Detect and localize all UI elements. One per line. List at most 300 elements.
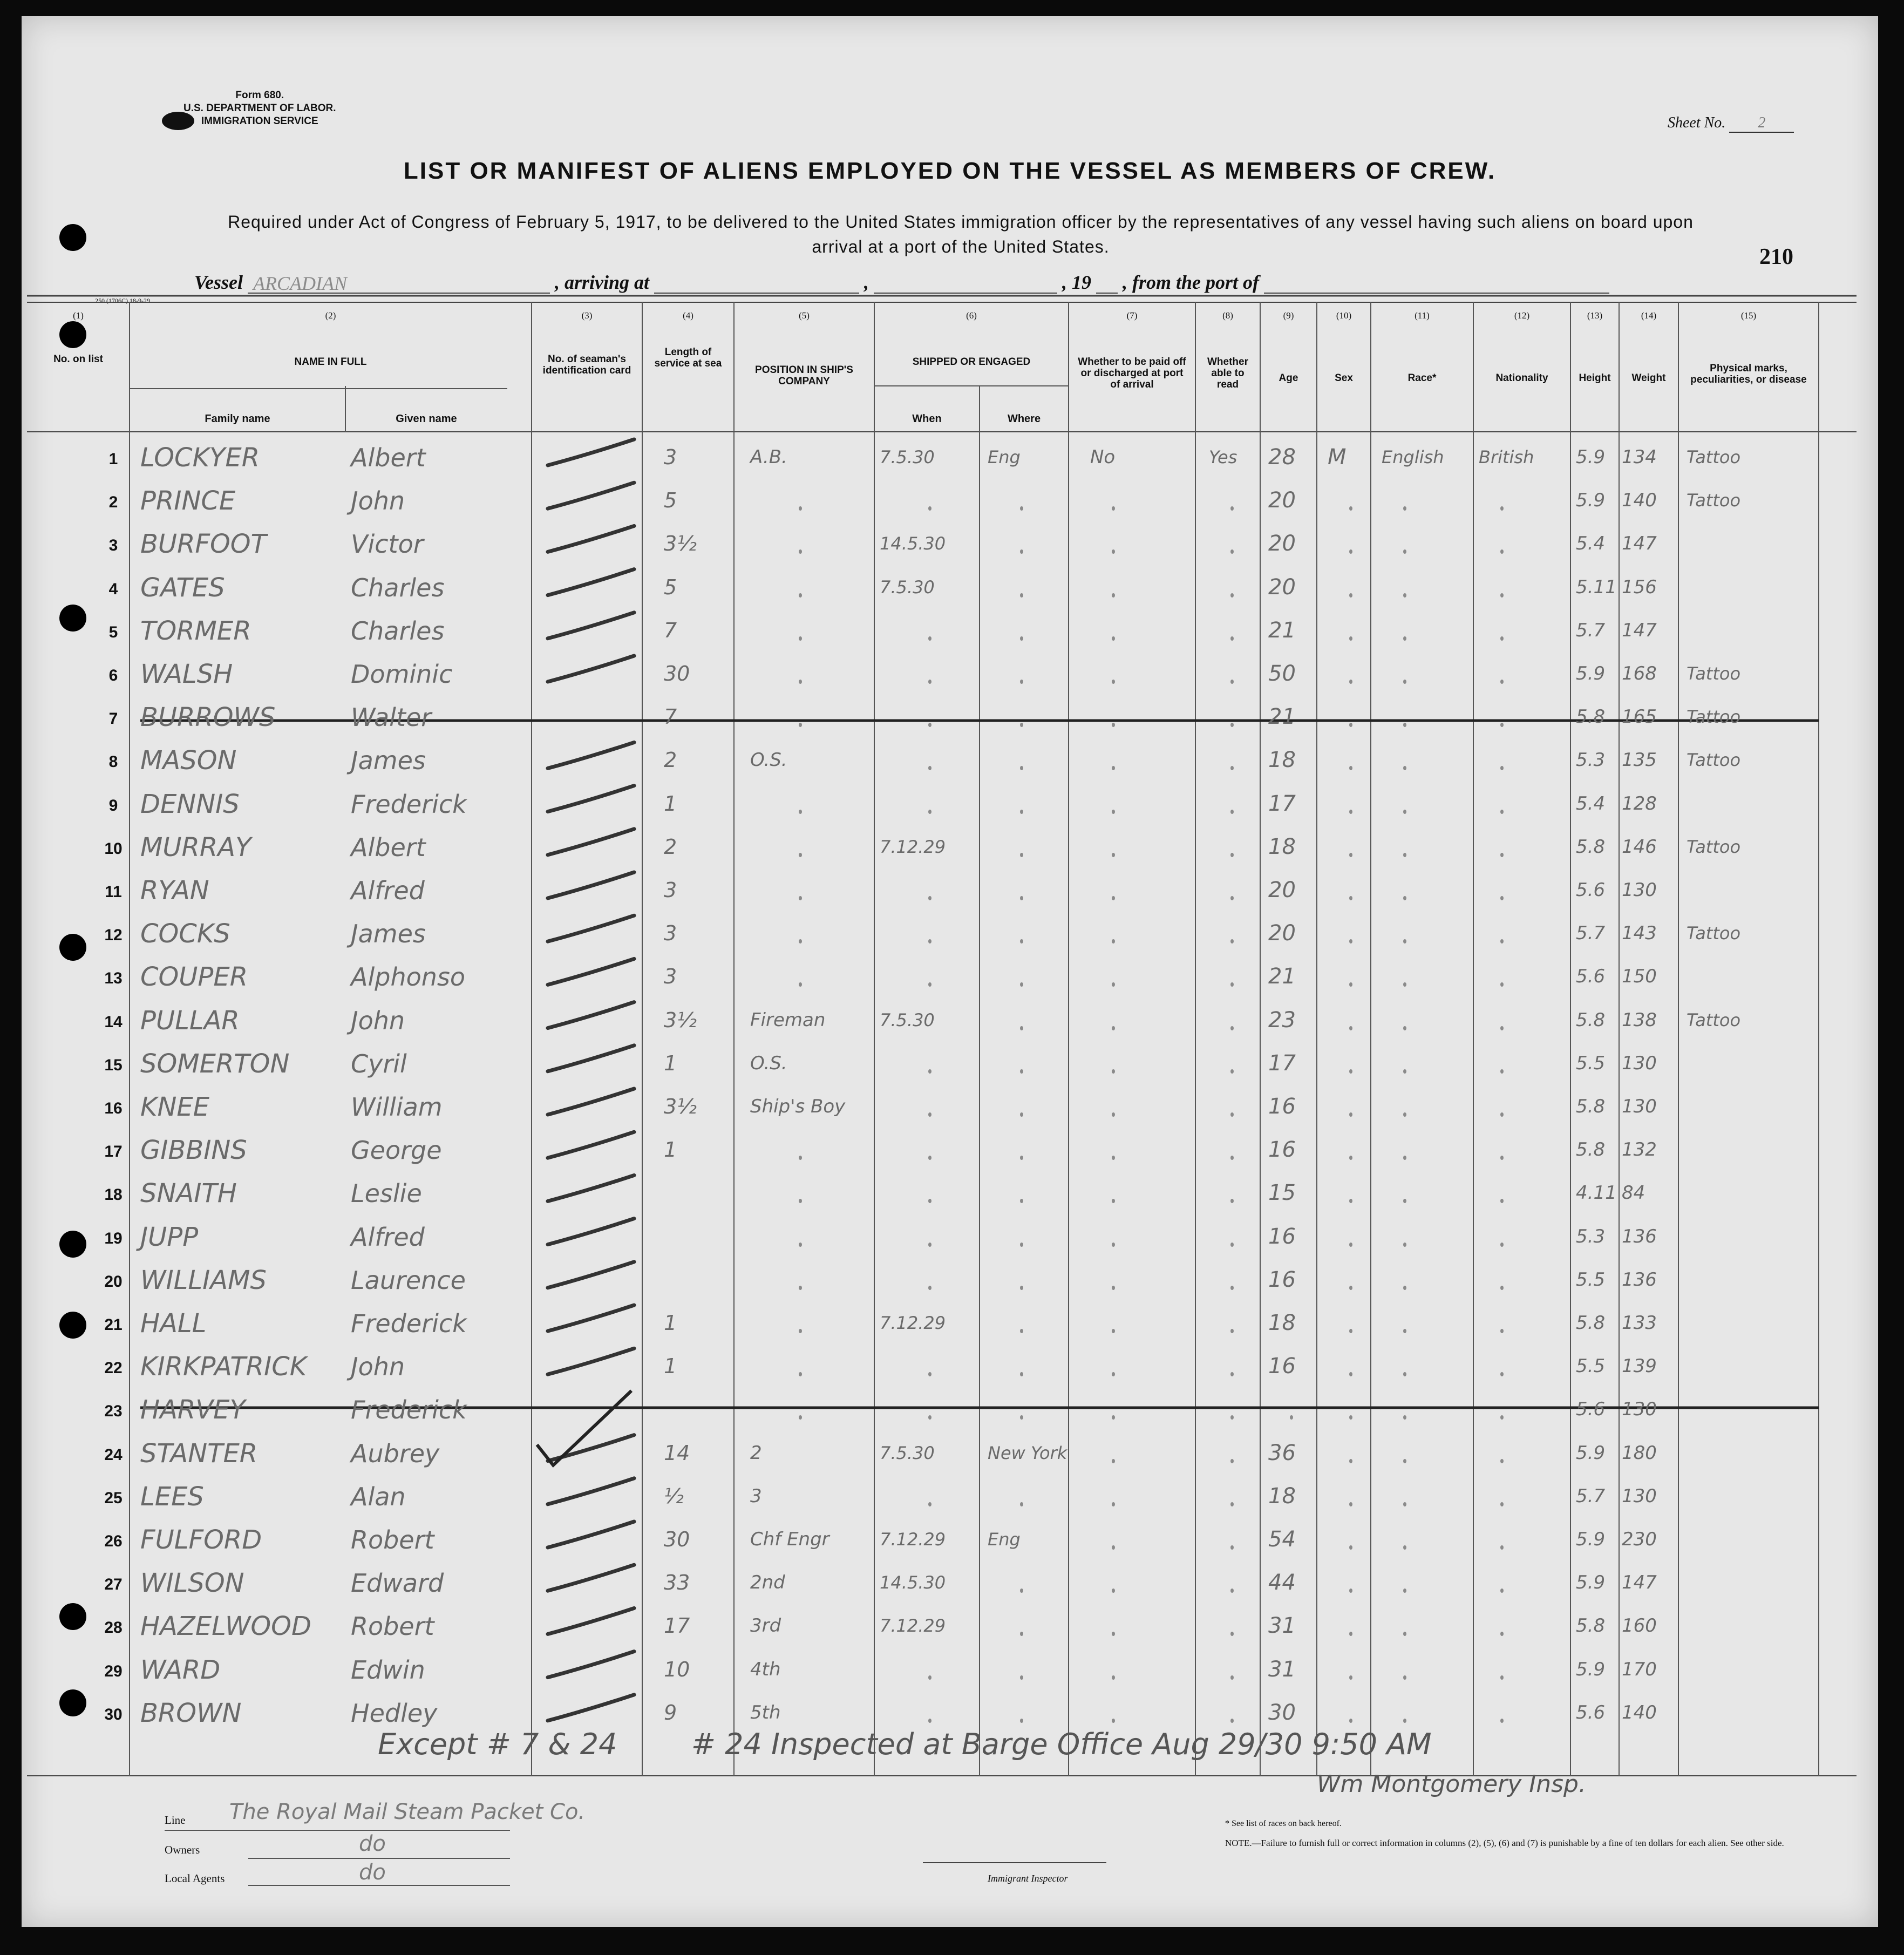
cell-weight: 156 xyxy=(1622,576,1657,598)
ditto-mark xyxy=(1230,593,1234,598)
ditto-mark xyxy=(1020,1112,1023,1117)
footer-line xyxy=(165,1800,586,1827)
cell-service: 3 xyxy=(664,921,677,946)
department-name: U.S. DEPARTMENT OF LABOR. xyxy=(183,103,336,114)
cell-marks: Tattoo xyxy=(1687,707,1741,728)
cell-service: 2 xyxy=(664,834,677,859)
ditto-mark xyxy=(928,810,931,814)
cell-family: SOMERTON xyxy=(140,1048,290,1079)
cell-service: 5 xyxy=(664,575,677,599)
row-number: 15 xyxy=(104,1056,123,1074)
cell-family: GIBBINS xyxy=(140,1135,247,1166)
ditto-mark xyxy=(1020,680,1023,684)
cell-given: John xyxy=(351,1352,405,1382)
cell-when: 7.5.30 xyxy=(880,1442,935,1463)
vessel-name: ARCADIAN xyxy=(253,273,347,294)
ditto-mark xyxy=(1403,853,1406,857)
cell-given: Dominic xyxy=(351,660,453,689)
ditto-mark xyxy=(1349,1026,1352,1030)
ditto-mark xyxy=(1230,1329,1234,1333)
cell-weight: 136 xyxy=(1622,1225,1657,1247)
cell-marks: Tattoo xyxy=(1687,750,1741,771)
column-header: Age xyxy=(1279,372,1298,384)
cell-weight: 134 xyxy=(1622,446,1657,468)
cell-height: 5.5 xyxy=(1576,1268,1606,1291)
ditto-mark xyxy=(1230,896,1234,900)
cell-height: 5.8 xyxy=(1576,706,1606,728)
ditto-mark xyxy=(1112,1069,1115,1074)
cell-where: New York xyxy=(988,1442,1067,1463)
ditto-mark xyxy=(1230,1026,1234,1030)
cell-service: 3 xyxy=(664,878,677,902)
ditto-mark xyxy=(1403,1286,1406,1290)
cell-age: 23 xyxy=(1268,1007,1296,1033)
cell-age: 28 xyxy=(1268,445,1296,470)
cell-age: 20 xyxy=(1268,921,1296,946)
column-header: Length of service at sea xyxy=(654,347,722,369)
cell-height: 4.11 xyxy=(1576,1182,1617,1204)
cell-nat: British xyxy=(1479,447,1534,467)
ditto-mark xyxy=(1230,1459,1234,1463)
arriving-label: , arriving at xyxy=(555,271,650,293)
ditto-mark xyxy=(1112,636,1115,641)
cell-service: 14 xyxy=(664,1441,690,1465)
cell-weight: 146 xyxy=(1622,836,1657,858)
ditto-mark xyxy=(1349,593,1352,598)
card-check-mark xyxy=(548,1046,634,1071)
cell-height: 5.8 xyxy=(1576,1009,1606,1031)
ditto-mark xyxy=(799,1286,802,1290)
row-number: 29 xyxy=(104,1662,123,1680)
ditto-mark xyxy=(1500,1112,1504,1117)
row-number: 11 xyxy=(105,883,122,901)
row-number: 5 xyxy=(108,623,118,641)
cell-family: COCKS xyxy=(140,919,230,949)
cell-age: 31 xyxy=(1268,1657,1296,1682)
ditto-mark xyxy=(1112,1459,1115,1463)
footer-owners xyxy=(165,1831,386,1857)
cell-service: 2 xyxy=(664,748,677,772)
cell-height: 5.8 xyxy=(1576,1139,1606,1161)
cell-height: 5.7 xyxy=(1576,1485,1606,1507)
cell-family: HAZELWOOD xyxy=(140,1611,311,1642)
ditto-mark xyxy=(1020,1329,1023,1333)
cell-height: 5.6 xyxy=(1576,879,1606,901)
ditto-mark xyxy=(1403,1329,1406,1333)
cell-age: 21 xyxy=(1268,617,1296,643)
cell-given: Albert xyxy=(351,832,426,862)
ditto-mark xyxy=(1403,1026,1406,1030)
ditto-mark xyxy=(1500,1286,1504,1290)
cell-height: 5.3 xyxy=(1576,749,1606,771)
check-marks xyxy=(537,439,634,1721)
cell-weight: 130 xyxy=(1622,1399,1657,1421)
column-number: (6) xyxy=(966,310,977,321)
cell-given: Alfred xyxy=(351,1222,425,1252)
cell-family: RYAN xyxy=(140,875,209,906)
cell-service: 1 xyxy=(664,1311,677,1335)
cell-service: 9 xyxy=(664,1700,677,1725)
cell-given: Edward xyxy=(351,1569,444,1598)
card-check-mark xyxy=(548,1348,634,1374)
cell-age: 16 xyxy=(1268,1267,1296,1292)
ditto-mark xyxy=(1112,1243,1115,1247)
ditto-mark xyxy=(1403,1243,1406,1247)
ditto-mark xyxy=(1349,896,1352,900)
ditto-mark xyxy=(1403,810,1406,814)
ditto-mark xyxy=(1403,1502,1406,1506)
ditto-mark xyxy=(928,1243,931,1247)
row-number: 12 xyxy=(104,926,123,945)
row-number: 17 xyxy=(104,1143,123,1161)
cell-when: 7.12.29 xyxy=(880,836,946,857)
ditto-mark xyxy=(1020,1026,1023,1030)
inspection-annotation xyxy=(378,1727,1432,1761)
ditto-mark xyxy=(1403,636,1406,641)
cell-height: 5.7 xyxy=(1576,922,1606,945)
page-number: 210 xyxy=(1759,245,1793,269)
card-check-mark xyxy=(548,786,634,812)
cell-age: 20 xyxy=(1268,574,1296,600)
row-number: 10 xyxy=(104,839,123,858)
ditto-mark xyxy=(1020,1719,1023,1723)
cell-given: Frederick xyxy=(351,1309,467,1338)
ditto-mark xyxy=(1349,1243,1352,1247)
row-number: 24 xyxy=(104,1445,123,1464)
ditto-mark xyxy=(1230,853,1234,857)
ditto-mark xyxy=(799,636,802,641)
cell-height: 5.8 xyxy=(1576,836,1606,858)
inspector-rule xyxy=(923,1862,1106,1863)
ditto-mark xyxy=(1403,1112,1406,1117)
cell-position: O.S. xyxy=(750,1052,787,1074)
cell-service: 5 xyxy=(664,488,677,513)
cell-when: 7.12.29 xyxy=(880,1313,946,1333)
cell-height: 5.7 xyxy=(1576,619,1606,641)
ditto-mark xyxy=(1500,593,1504,598)
cell-given: Aubrey xyxy=(351,1438,440,1468)
column-header: No. of seaman's identification card xyxy=(542,354,631,376)
cell-service: 3 xyxy=(664,445,677,469)
cell-service: 30 xyxy=(664,1528,690,1551)
row-number: 6 xyxy=(108,667,118,684)
card-check-mark xyxy=(548,656,634,682)
cell-when: 7.5.30 xyxy=(880,576,935,598)
row-number: 28 xyxy=(104,1619,123,1637)
ditto-mark xyxy=(1500,1502,1504,1506)
card-check-mark xyxy=(548,569,634,595)
cell-weight: 143 xyxy=(1622,922,1657,945)
cell-weight: 147 xyxy=(1622,533,1657,555)
row-number: 27 xyxy=(104,1576,123,1594)
cell-given: Frederick xyxy=(351,1395,467,1425)
ditto-mark xyxy=(799,853,802,857)
ditto-mark xyxy=(1500,1069,1504,1074)
column-number: (8) xyxy=(1222,310,1233,321)
cell-sex: M xyxy=(1328,445,1347,470)
form-code: 250 (1706C) 18-9-29 xyxy=(95,297,150,304)
card-check-mark xyxy=(548,1652,634,1678)
owners-rule xyxy=(248,1858,510,1859)
cell-age: 16 xyxy=(1268,1094,1296,1119)
ditto-mark xyxy=(928,896,931,900)
ditto-mark xyxy=(799,680,802,684)
cell-family: GATES xyxy=(140,572,225,603)
column-header: POSITION IN SHIP'S COMPANY xyxy=(755,364,853,387)
column-number: (11) xyxy=(1415,310,1430,321)
cell-age: 17 xyxy=(1268,791,1296,816)
cell-family: COUPER xyxy=(140,962,248,993)
cell-position: 4th xyxy=(750,1658,781,1680)
cell-age: 15 xyxy=(1268,1180,1296,1206)
cell-height: 5.6 xyxy=(1576,1399,1606,1421)
line-label: Line xyxy=(165,1814,186,1827)
cell-service: 1 xyxy=(664,791,677,816)
cell-position: 5th xyxy=(750,1701,781,1723)
cell-given: Laurence xyxy=(351,1265,466,1295)
ditto-mark xyxy=(928,1502,931,1506)
ditto-mark xyxy=(1500,1026,1504,1030)
ditto-mark xyxy=(1230,1502,1234,1506)
ditto-mark xyxy=(928,1675,931,1680)
cell-marks: Tattoo xyxy=(1687,490,1741,511)
cell-service: 10 xyxy=(664,1657,690,1681)
cell-when: 7.12.29 xyxy=(880,1615,946,1637)
tick-icon xyxy=(537,1391,631,1465)
card-check-mark xyxy=(548,1608,634,1634)
ditto-mark xyxy=(1230,810,1234,814)
ditto-mark xyxy=(1112,1026,1115,1030)
cell-service: 1 xyxy=(664,1051,677,1075)
card-check-mark xyxy=(548,1695,634,1721)
ditto-mark xyxy=(1500,636,1504,641)
footer-agents xyxy=(165,1860,386,1885)
ditto-mark xyxy=(1020,1675,1023,1680)
cell-family: PULLAR xyxy=(140,1005,240,1036)
cell-height: 5.6 xyxy=(1576,966,1606,988)
ditto-mark xyxy=(1230,1675,1234,1680)
column-header: Height xyxy=(1579,372,1611,384)
cell-family: MASON xyxy=(140,745,237,776)
cell-family: DENNIS xyxy=(140,789,240,819)
cell-marks: Tattoo xyxy=(1687,447,1741,467)
cell-family: FULFORD xyxy=(140,1525,262,1555)
cell-weight: 230 xyxy=(1622,1529,1657,1550)
ditto-mark xyxy=(1112,593,1115,598)
year-label: , 19 xyxy=(1062,271,1092,293)
ditto-mark xyxy=(1349,1112,1352,1117)
line-rule xyxy=(165,1830,510,1831)
card-check-mark xyxy=(548,1175,634,1201)
ditto-mark xyxy=(1230,1719,1234,1723)
row-number: 3 xyxy=(108,537,118,555)
ditto-mark xyxy=(1230,636,1234,641)
column-header: Race* xyxy=(1407,372,1437,384)
races-note: * See list of races on back hereof. xyxy=(1225,1819,1342,1828)
cell-height: 5.5 xyxy=(1576,1355,1606,1377)
cell-marks: Tattoo xyxy=(1687,663,1741,684)
cell-service: 1 xyxy=(664,1138,677,1162)
cell-given: Alfred xyxy=(351,876,425,905)
ditto-mark xyxy=(1020,1243,1023,1247)
ditto-mark xyxy=(1500,1459,1504,1463)
row-number: 2 xyxy=(108,493,118,512)
ditto-mark xyxy=(1349,1502,1352,1506)
column-header: Sex xyxy=(1335,372,1353,384)
ditto-mark xyxy=(1349,1719,1352,1723)
cell-service: 3½ xyxy=(664,1095,697,1118)
cell-age: 21 xyxy=(1268,704,1296,730)
cell-age: 18 xyxy=(1268,1311,1296,1335)
cell-age: 44 xyxy=(1268,1570,1296,1596)
cell-weight: 130 xyxy=(1622,1052,1657,1074)
cell-when: 7.12.29 xyxy=(880,1529,946,1550)
cell-where: Eng xyxy=(988,1529,1021,1550)
column-header: Whether able to read xyxy=(1207,356,1248,390)
cell-given: Albert xyxy=(351,443,426,472)
ditto-mark xyxy=(1349,810,1352,814)
subheader-given: Given name xyxy=(396,413,457,425)
ditto-mark xyxy=(1112,810,1115,814)
card-check-mark xyxy=(548,872,634,898)
ditto-mark xyxy=(928,636,931,641)
cell-height: 5.8 xyxy=(1576,1312,1606,1334)
cell-given: Robert xyxy=(351,1525,434,1555)
ditto-mark xyxy=(1500,1329,1504,1333)
cell-height: 5.11 xyxy=(1576,576,1617,598)
ditto-mark xyxy=(1020,896,1023,900)
page-subtitle: Required under Act of Congress of February 5, 1917, to be delivered to the United States immigration officer by the representatives of any vessel having such aliens on board upon arrival at a port of the United States. xyxy=(228,212,1694,256)
subheader-where: Where xyxy=(1007,413,1041,425)
cell-family: KIRKPATRICK xyxy=(140,1352,307,1382)
card-check-mark xyxy=(548,526,634,552)
cell-service: 30 xyxy=(664,662,690,685)
cell-family: WILSON xyxy=(140,1568,244,1599)
cell-given: Robert xyxy=(351,1612,434,1641)
cell-age: 18 xyxy=(1268,1483,1296,1509)
cell-weight: 168 xyxy=(1622,663,1657,684)
ditto-mark xyxy=(1112,1502,1115,1506)
row-number: 30 xyxy=(104,1705,123,1723)
cell-weight: 136 xyxy=(1622,1268,1657,1291)
agents-value: do xyxy=(359,1860,386,1885)
ditto-mark xyxy=(799,896,802,900)
column-header: NAME IN FULL xyxy=(294,356,367,368)
cell-height: 5.9 xyxy=(1576,663,1606,684)
row-number: 22 xyxy=(104,1359,123,1377)
ditto-mark xyxy=(1349,1286,1352,1290)
cell-age: 21 xyxy=(1268,964,1296,989)
ditto-mark xyxy=(1349,680,1352,684)
row-number: 13 xyxy=(104,969,123,988)
cell-weight: 150 xyxy=(1622,966,1657,988)
ditto-mark xyxy=(928,1286,931,1290)
cell-family: WALSH xyxy=(140,659,233,689)
footer-note: NOTE.—Failure to furnish full or correct information in columns (2), (5), (6) and (7) is punishable by a fine of ten dollars for each alien. See other side. xyxy=(1225,1838,1784,1848)
ditto-mark xyxy=(1403,896,1406,900)
cell-when: 7.5.30 xyxy=(880,447,935,467)
card-check-mark xyxy=(548,829,634,855)
inspector-label: Immigrant Inspector xyxy=(988,1873,1068,1884)
row-number: 19 xyxy=(104,1229,123,1247)
column-number: (3) xyxy=(581,310,593,321)
cell-family: KNEE xyxy=(140,1092,210,1122)
cell-weight: 84 xyxy=(1622,1182,1645,1204)
cell-given: James xyxy=(351,746,426,776)
ditto-mark xyxy=(799,1243,802,1247)
ditto-mark xyxy=(1020,636,1023,641)
column-header: Weight xyxy=(1631,372,1666,384)
cell-weight: 140 xyxy=(1622,1701,1657,1723)
cell-age: 20 xyxy=(1268,531,1296,556)
cell-weight: 139 xyxy=(1622,1355,1657,1377)
cell-service: 17 xyxy=(664,1614,690,1638)
ditto-mark xyxy=(1112,680,1115,684)
owners-label: Owners xyxy=(165,1843,200,1856)
manifest-sheet xyxy=(22,16,1878,1927)
cell-position: Fireman xyxy=(750,1009,826,1031)
cell-service: 3 xyxy=(664,965,677,989)
cell-height: 5.9 xyxy=(1576,490,1606,512)
ditto-mark xyxy=(1020,593,1023,598)
cell-given: Cyril xyxy=(351,1049,407,1078)
cell-age: 17 xyxy=(1268,1050,1296,1076)
cell-when: 14.5.30 xyxy=(880,533,946,554)
column-number: (1) xyxy=(73,310,84,321)
cell-family: SNAITH xyxy=(140,1178,237,1209)
column-number: (13) xyxy=(1587,310,1603,321)
cell-weight: 165 xyxy=(1622,706,1657,728)
ditto-mark xyxy=(1230,1243,1234,1247)
cell-weight: 130 xyxy=(1622,879,1657,901)
cell-height: 5.4 xyxy=(1576,533,1606,555)
cell-marks: Tattoo xyxy=(1687,923,1741,944)
cell-height: 5.3 xyxy=(1576,1225,1606,1247)
cell-age: 16 xyxy=(1268,1137,1296,1163)
card-check-mark xyxy=(548,742,634,768)
cell-position: O.S. xyxy=(750,749,787,771)
cell-position: A.B. xyxy=(750,446,787,468)
ditto-mark xyxy=(1403,1719,1406,1723)
column-number: (15) xyxy=(1740,310,1757,321)
cell-service: 7 xyxy=(664,705,677,729)
column-number: (2) xyxy=(325,310,336,321)
cell-weight: 132 xyxy=(1622,1139,1657,1161)
ditto-mark xyxy=(1020,853,1023,857)
row-number: 9 xyxy=(108,796,118,814)
card-check-mark xyxy=(548,1219,634,1245)
cell-given: Hedley xyxy=(351,1698,438,1728)
inspector-signature: Wm Montgomery Insp. xyxy=(1317,1770,1586,1798)
cell-age: 30 xyxy=(1268,1700,1296,1725)
cell-weight: 160 xyxy=(1622,1615,1657,1637)
column-number: (5) xyxy=(799,310,810,321)
ditto-mark xyxy=(928,1069,931,1074)
cell-age: 50 xyxy=(1268,661,1296,686)
cell-given: John xyxy=(351,486,405,516)
ditto-mark xyxy=(1230,1286,1234,1290)
card-check-mark xyxy=(548,1305,634,1331)
cell-height: 5.9 xyxy=(1576,1529,1606,1550)
cell-weight: 130 xyxy=(1622,1485,1657,1507)
cell-age: 16 xyxy=(1268,1224,1296,1249)
column-header: Nationality xyxy=(1495,372,1548,384)
cell-family: WILLIAMS xyxy=(140,1265,267,1295)
row-number: 14 xyxy=(104,1013,123,1031)
ditto-mark xyxy=(799,1329,802,1333)
cell-height: 5.4 xyxy=(1576,792,1606,814)
ditto-mark xyxy=(1230,1069,1234,1074)
